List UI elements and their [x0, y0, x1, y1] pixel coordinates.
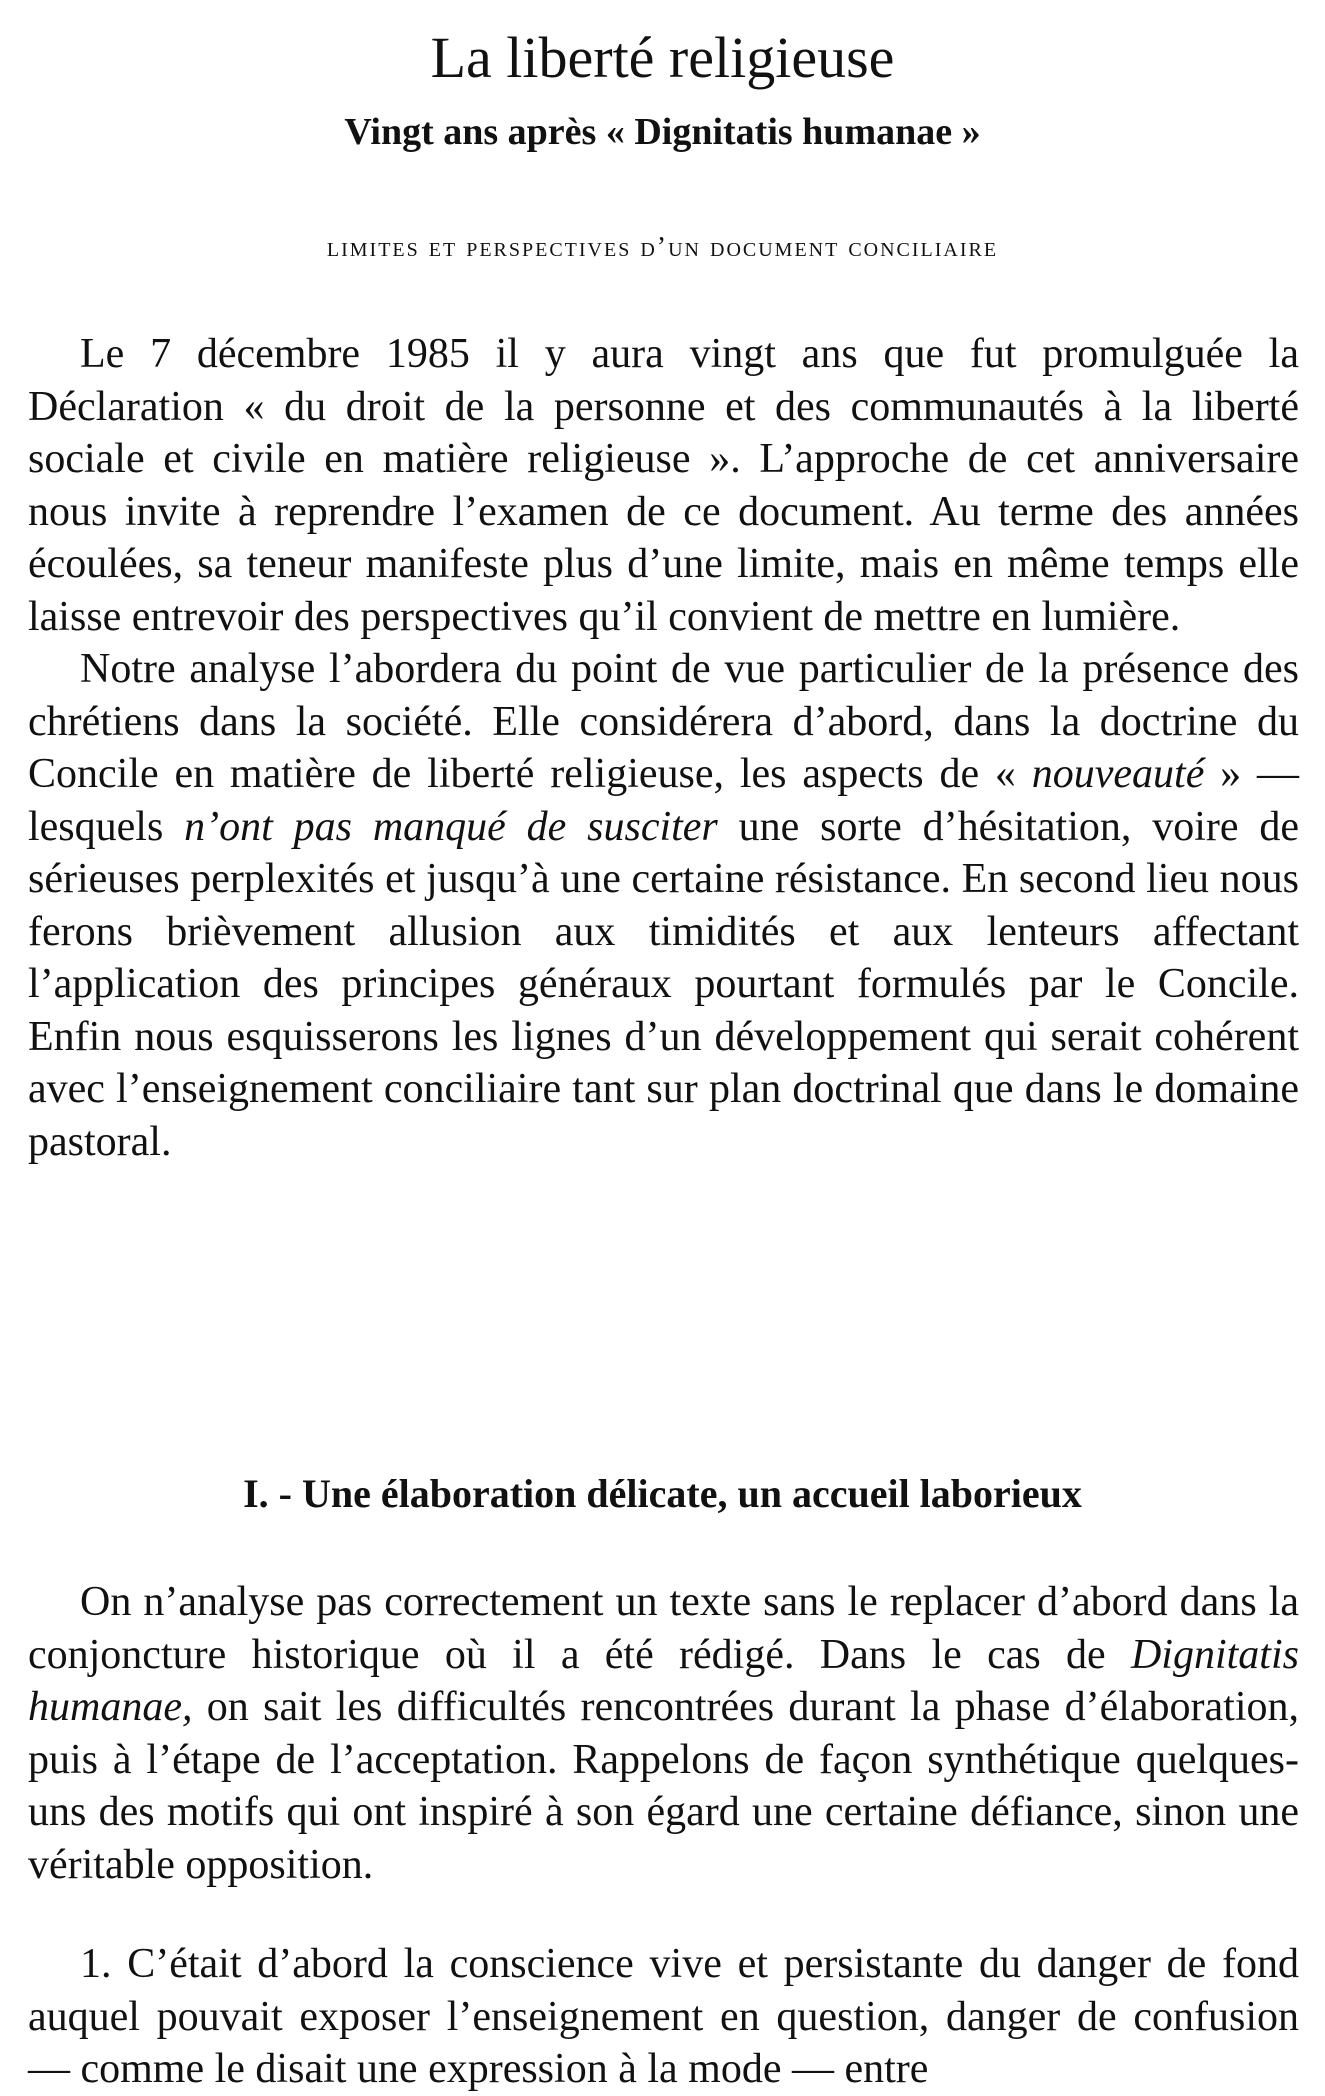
intro-p2-emphasis-1: nouveauté — [1031, 751, 1205, 797]
section1-p1-part-a: On n’analyse pas correctement un texte sans le replacer d’abord dans la conjoncture historique où il a été rédigé. Dans le cas de — [28, 1579, 1299, 1678]
intro-p2-part-a: Notre analyse l’abordera du point de vue particulier de la présence des chrétiens dans la société. Elle considérera d’abord, dans la doctrine du Concile en matière de liberté religieuse, les aspects de « — [28, 646, 1299, 797]
intro-p2-part-c: une sorte d’hésitation, voire de sérieuses perplexités et jusqu’à une certaine résistance. En second lieu nous ferons brièvement allusion aux timidités et aux lenteurs affectant l’application des principes généraux pourtant formulés par le Concile. Enfin nous esquisserons les lignes d’un développement qui serait cohérent avec l’enseignement conciliaire tant sur plan doctrinal que dans le domaine pastoral. — [28, 803, 1300, 1165]
section1-paragraph-1 — [28, 1576, 1299, 1891]
section1-paragraph-2-block — [28, 1938, 1299, 2096]
section1-p1-emphasis: Dignitatis humanae, — [28, 1631, 1299, 1730]
section-heading: I. - Une élaboration délicate, un accueil laborieux — [243, 1471, 1082, 1516]
article-kicker: limites et perspectives d’un document conciliaire — [326, 232, 999, 263]
intro-p2-emphasis-2: n’ont pas manqué de susciter — [184, 803, 718, 850]
section1-p1-part-b: on sait les difficultés rencontrées durant la phase d’élaboration, puis à l’étape de l’acceptation. Rappelons de façon synthétique quelques-uns des motifs qui ont inspiré à son égard une certaine défiance, sinon une véritable opposition. — [28, 1684, 1299, 1888]
intro-paragraph-2 — [28, 643, 1299, 1168]
article-subtitle: Vingt ans après « Dignitatis humanae » — [344, 111, 981, 153]
intro-p2-part-b: » — lesquels — [28, 751, 1299, 850]
section1-paragraph-2: 1. C’était d’abord la conscience vive et persistante du danger de fond auquel pouvait exposer l’enseignement en question, danger de confusion — comme le disait une expression à la mode — entre — [28, 1941, 1299, 2092]
article-title: La liberté religieuse — [430, 25, 895, 90]
section1-paragraph-1-block — [28, 1576, 1299, 1891]
intro-block — [28, 328, 1299, 1168]
intro-paragraph-1: Le 7 décembre 1985 il y aura vingt ans que fut promulguée la Déclaration « du droit de la personne et des communautés à la liberté sociale et civile en matière religieuse ». L’approche de cet anniversaire nous invite à reprendre l’examen de ce document. Au terme des années écoulées, sa teneur manifeste plus d’une limite, mais en même temps elle laisse entrevoir des perspectives qu’il convient de mettre en lumière. — [28, 331, 1299, 640]
